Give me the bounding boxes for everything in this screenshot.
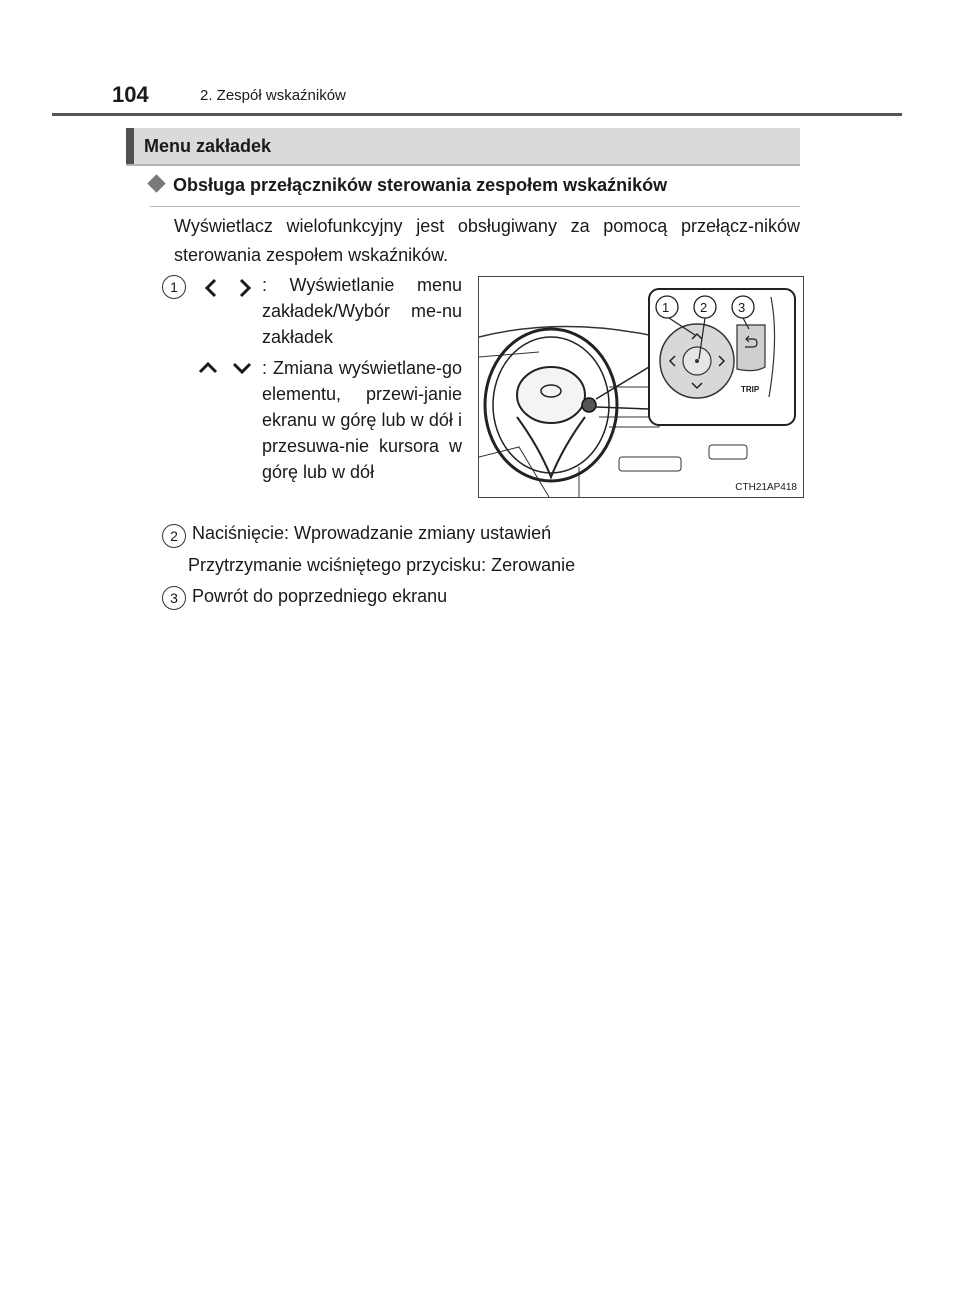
subsection-heading	[150, 175, 667, 196]
chapter-title: 2. Zespół wskaźników	[200, 87, 346, 104]
page-header	[112, 82, 902, 116]
section-marker	[126, 128, 134, 164]
chevron-left-icon	[202, 277, 220, 299]
item-2-line-2: Przytrzymanie wciśniętego przycisku: Zerowanie	[188, 555, 576, 575]
section-heading	[126, 128, 800, 166]
subsection-title: Obsługa przełączników sterowania zespołem wskaźników	[173, 175, 668, 195]
figure-code: CTH21AP418	[735, 482, 797, 493]
section-title: Menu zakładek	[144, 136, 272, 156]
item-number-3: 3	[162, 586, 186, 610]
callout-1: 1	[662, 300, 670, 315]
left-right-description: : Wyświetlanie menu zakładek/Wybór me-nu zakładek	[262, 275, 462, 347]
trip-label: TRIP	[741, 385, 760, 394]
up-down-description: : Zmiana wyświetlane-go elementu, przewi-janie ekranu w górę lub w dół i przesuwa-nie kursora w górę lub w dół	[262, 358, 462, 482]
callout-3: 3	[738, 300, 746, 315]
item-number-1: 1	[162, 275, 186, 299]
chevron-down-icon	[230, 360, 254, 376]
chevron-up-icon	[196, 360, 220, 376]
item-3-line-1: Powrót do poprzedniego ekranu	[192, 586, 448, 606]
diamond-icon	[147, 174, 165, 192]
chevron-right-icon	[236, 277, 254, 299]
intro-paragraph: Wyświetlacz wielofunkcyjny jest obsługiwany za pomocą przełącz-ników sterowania zespołem wskaźników.	[174, 216, 800, 265]
header-divider	[52, 113, 902, 116]
subsection-divider	[150, 206, 800, 207]
item-number-2: 2	[162, 524, 186, 548]
page-number: 104	[112, 82, 149, 107]
callout-2: 2	[700, 300, 708, 315]
steering-wheel-figure	[478, 276, 804, 498]
item-2-line-1: Naciśnięcie: Wprowadzanie zmiany ustawień	[192, 523, 552, 543]
